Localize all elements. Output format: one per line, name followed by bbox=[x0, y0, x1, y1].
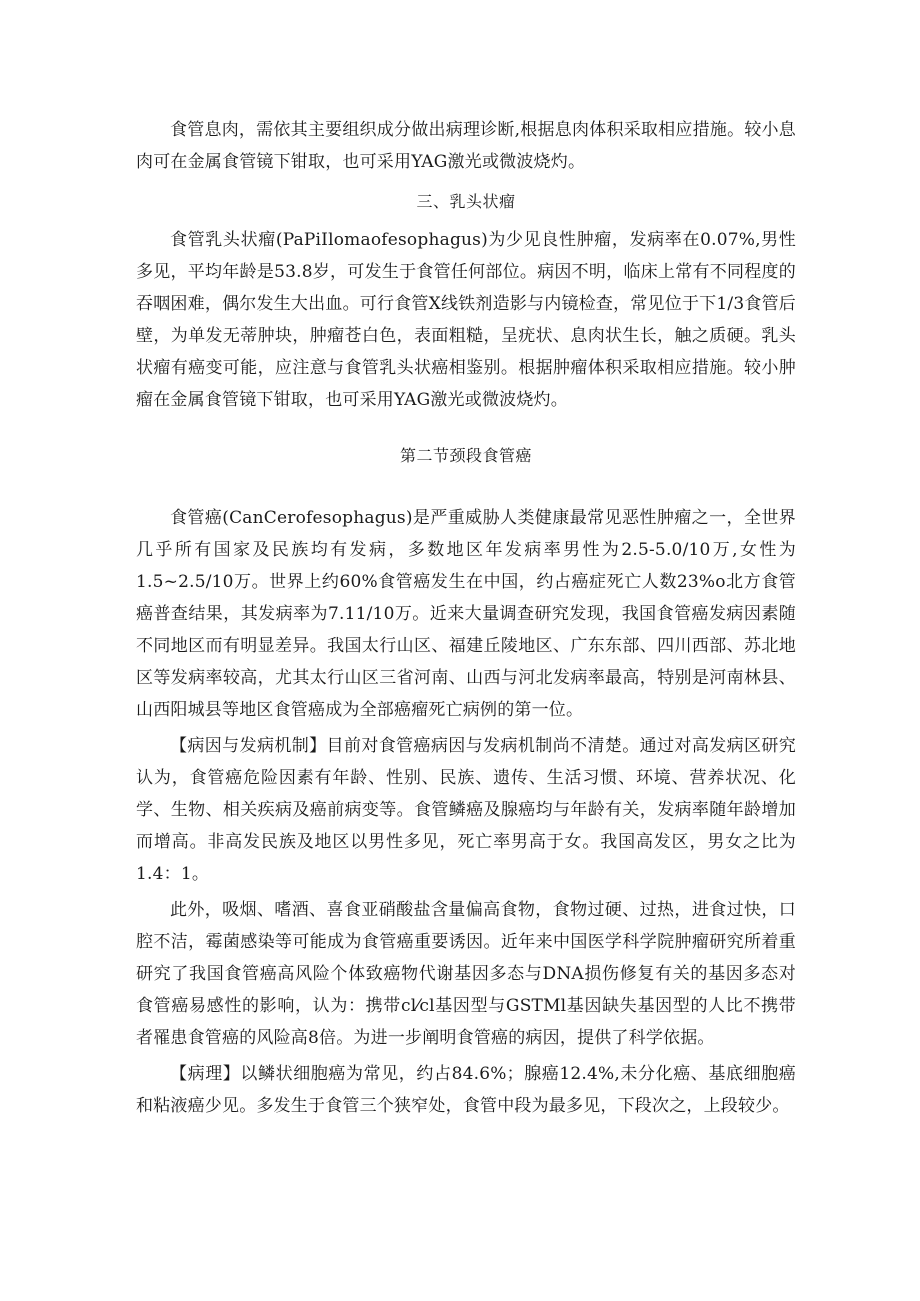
heading-papilloma: 三、乳头状瘤 bbox=[416, 192, 516, 211]
paragraph-polyp: 食管息肉，需依其主要组织成分做出病理诊断,根据息肉体积采取相应措施。较小息肉可在金属食管镜下钳取，也可采用YAG激光或微波烧灼。 bbox=[136, 120, 796, 172]
paragraph-cancer-intro: 食管癌(CanCerofesophagus)是严重威胁人类健康最常见恶性肿瘤之一，全世界几乎所有国家及民族均有发病，多数地区年发病率男性为2.5-5.0/10万,女性为1.5~2.5/10万。世界上约60%食管癌发生在中国，约占癌症死亡人数23%o北方食管癌普查结果，其发病率为7.11/10万。近来大量调查研究发现，我国食管癌发病因素随不同地区而有明显差异。我国太行山区、福建丘陵地区、广东东部、四川西部、苏北地区等发病率较高，尤其太行山区三省河南、山西与河北发病率最高，特别是河南林县、山西阳城县等地区食管癌成为全部癌瘤死亡病例的第一位。 bbox=[136, 508, 796, 720]
paragraph-etiology: 【病因与发病机制】目前对食管癌病因与发病机制尚不清楚。通过对高发病区研究认为，食管癌危险因素有年龄、性别、民族、遗传、生活习惯、环境、营养状况、化学、生物、相关疾病及癌前病变等。食管鳞癌及腺癌均与年龄有关，发病率随年龄增加而增高。非高发民族及地区以男性多见，死亡率男高于女。我国高发区，男女之比为1.4：1。 bbox=[136, 736, 796, 884]
document-page bbox=[136, 114, 796, 1122]
paragraph-papilloma: 食管乳头状瘤(PaPiIlomaofesophagus)为少见良性肿瘤，发病率在0.07%,男性多见，平均年龄是53.8岁，可发生于食管任何部位。病因不明，临床上常有不同程度的吞咽困难，偶尔发生大出血。可行食管X线铁剂造影与内镜检查，常见位于下1/3食管后壁，为单发无蒂肿块，肿瘤苍白色，表面粗糙，呈疣状、息肉状生长，触之质硬。乳头状瘤有癌变可能，应注意与食管乳头状癌相鉴别。根据肿瘤体积采取相应措施。较小肿瘤在金属食管镜下钳取，也可采用YAG激光或微波烧灼。 bbox=[136, 230, 796, 410]
paragraph-pathology: 【病理】以鳞状细胞癌为常见，约占84.6%；腺癌12.4%,未分化癌、基底细胞癌和粘液癌少见。多发生于食管三个狭窄处，食管中段为最多见，下段次之，上段较少。 bbox=[136, 1064, 796, 1116]
paragraph-risk-factors: 此外，吸烟、嗜酒、喜食亚硝酸盐含量偏高食物，食物过硬、过热，进食过快，口腔不洁，霉菌感染等可能成为食管癌重要诱因。近年来中国医学科学院肿瘤研究所着重研究了我国食管癌高风险个体致癌物代谢基因多态与DNA损伤修复有关的基因多态对食管癌易感性的影响，认为：携带cl⁄cl基因型与GSTMl基因缺失基因型的人比不携带者罹患食管癌的风险高8倍。为进一步阐明食管癌的病因，提供了科学依据。 bbox=[136, 900, 796, 1048]
heading-section-cervical-esophageal-cancer: 第二节颈段食管癌 bbox=[399, 446, 532, 465]
